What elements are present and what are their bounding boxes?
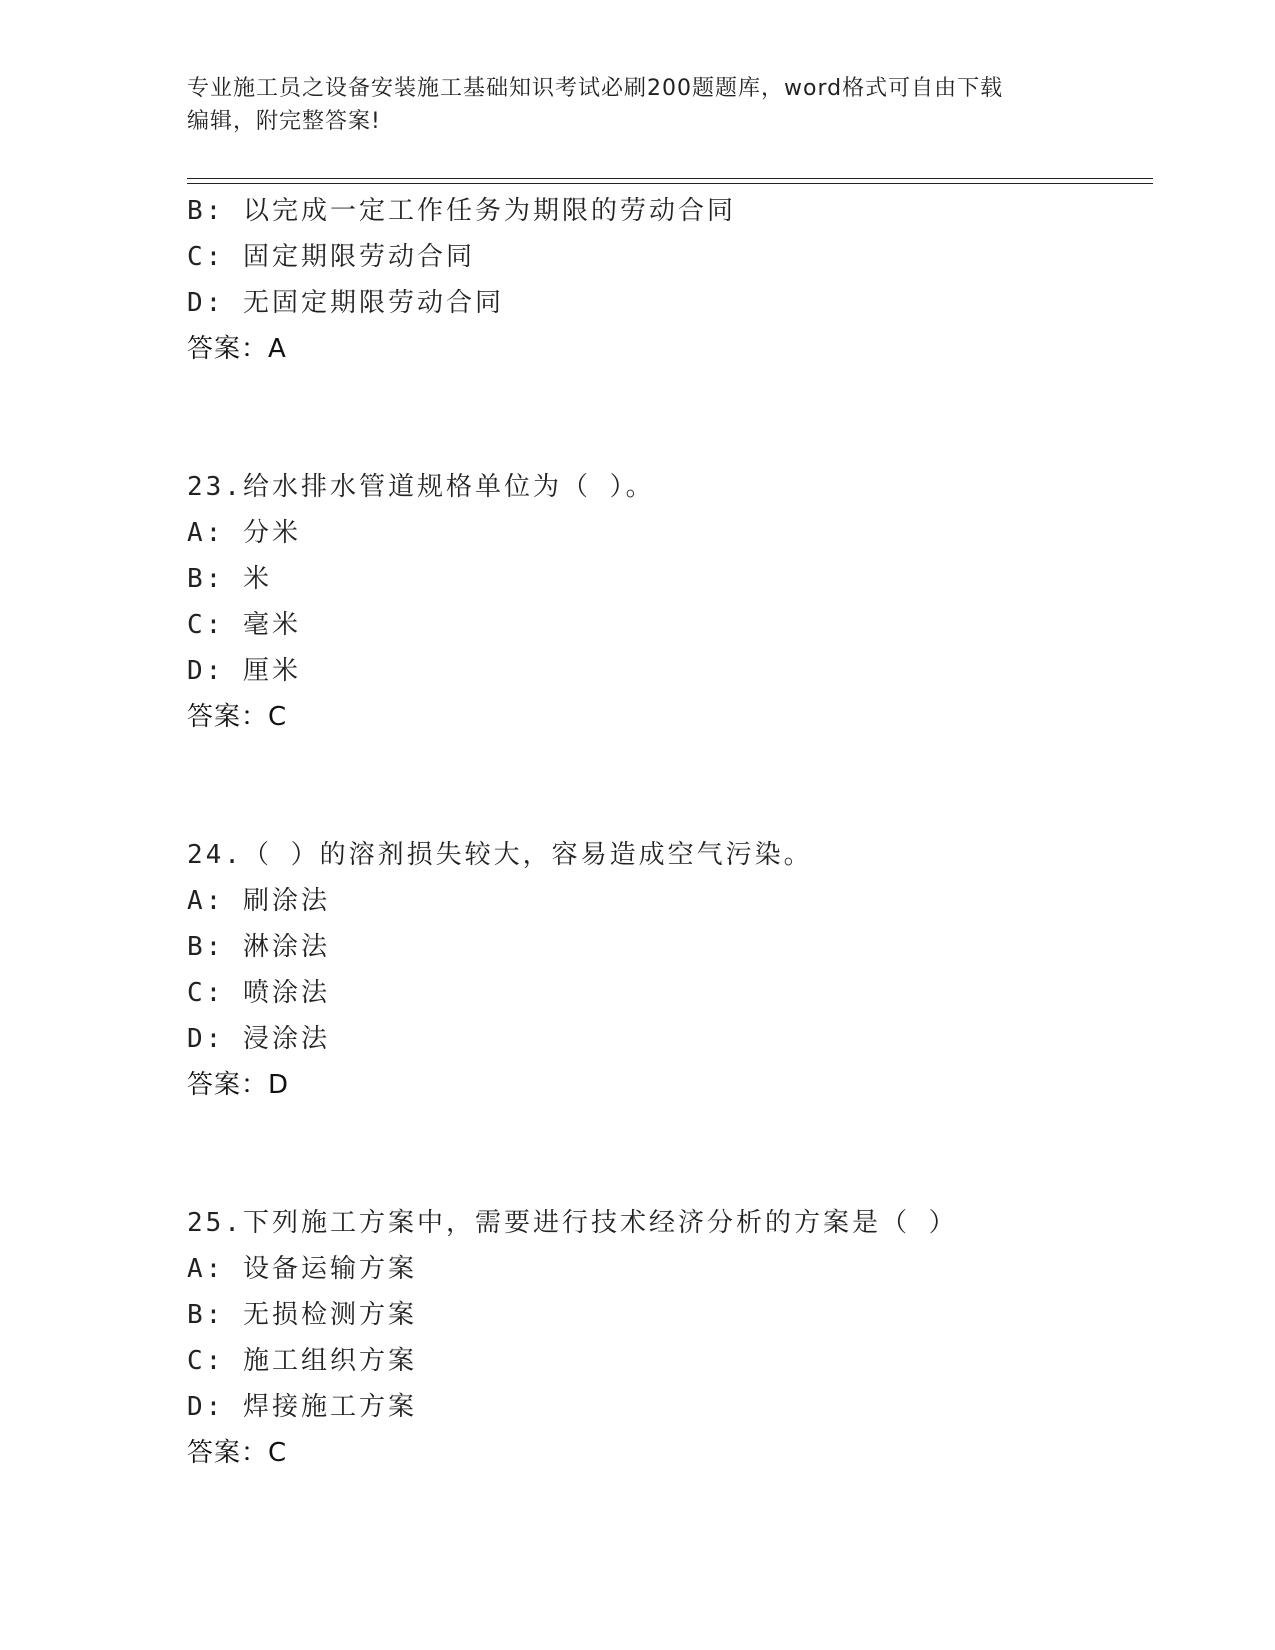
option-c: C: 喷涂法 <box>187 978 330 1008</box>
question-fragment-22 <box>187 188 1153 372</box>
answer-label: 答案：C <box>187 1438 288 1468</box>
option-b: B: 无损检测方案 <box>187 1300 417 1330</box>
option-d: D: 浸涂法 <box>187 1024 330 1054</box>
option-a: A: 刷涂法 <box>187 886 330 916</box>
option-c: C: 固定期限劳动合同 <box>187 242 475 272</box>
question-spacer <box>187 740 1153 832</box>
question-spacer <box>187 372 1153 464</box>
question-24 <box>187 832 1153 1108</box>
option-b: B: 淋涂法 <box>187 932 330 962</box>
question-spacer <box>187 1108 1153 1200</box>
option-d: D: 焊接施工方案 <box>187 1392 417 1422</box>
header-divider-top <box>187 178 1153 179</box>
question-stem: 24.（ ）的溶剂损失较大，容易造成空气污染。 <box>187 840 813 870</box>
option-b: B: 以完成一定工作任务为期限的劳动合同 <box>187 196 736 226</box>
question-list <box>187 188 1153 1476</box>
header-divider-bottom <box>187 183 1153 184</box>
option-b: B: 米 <box>187 564 272 594</box>
option-c: C: 施工组织方案 <box>187 1346 417 1376</box>
header-title-line-1: 专业施工员之设备安装施工基础知识考试必刷200题题库，word格式可自由下载 <box>187 76 1004 101</box>
document-header <box>187 72 1087 138</box>
header-title-line-2: 编辑，附完整答案! <box>187 109 381 134</box>
question-stem: 25.下列施工方案中，需要进行技术经济分析的方案是（ ） <box>187 1208 958 1238</box>
answer-label: 答案：A <box>187 334 287 364</box>
question-stem: 23.给水排水管道规格单位为（ ）。 <box>187 472 655 502</box>
question-23 <box>187 464 1153 740</box>
question-25 <box>187 1200 1153 1476</box>
answer-label: 答案：C <box>187 702 288 732</box>
option-a: A: 设备运输方案 <box>187 1254 417 1284</box>
option-a: A: 分米 <box>187 518 301 548</box>
option-d: D: 无固定期限劳动合同 <box>187 288 504 318</box>
option-c: C: 毫米 <box>187 610 301 640</box>
option-d: D: 厘米 <box>187 656 301 686</box>
answer-label: 答案：D <box>187 1070 290 1100</box>
